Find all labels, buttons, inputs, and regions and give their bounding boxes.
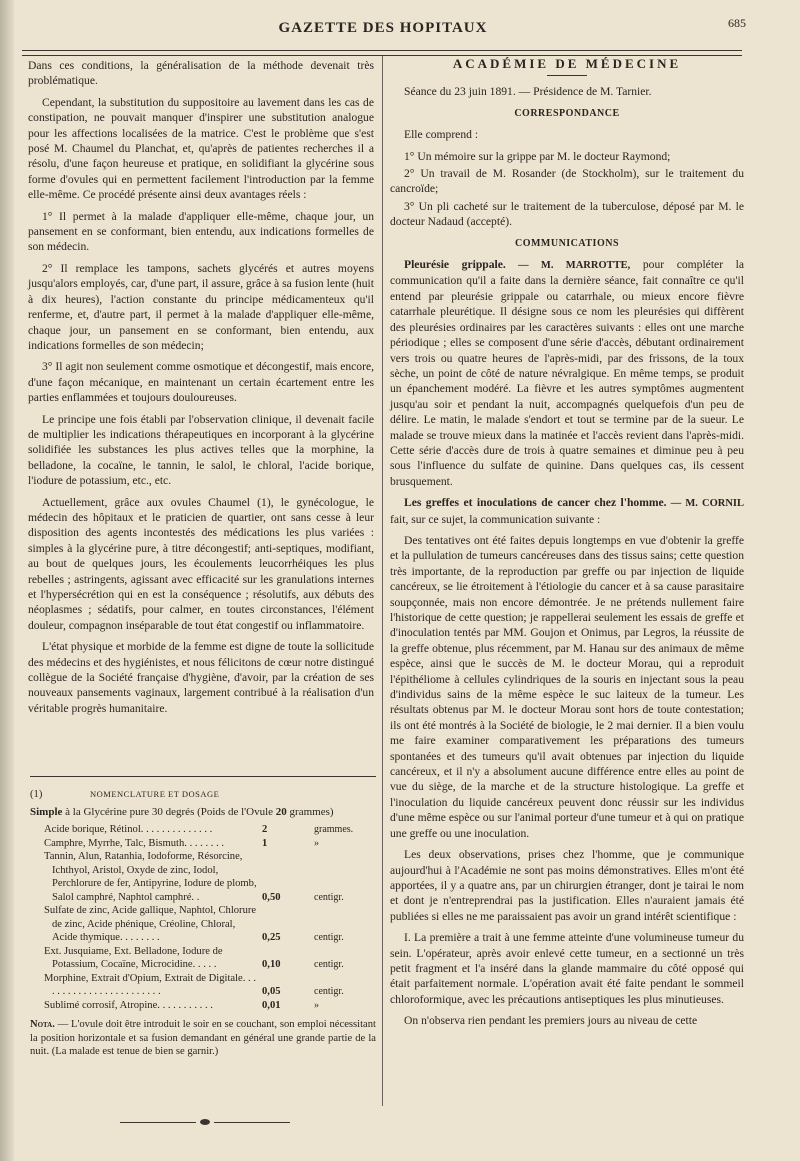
dosage-substances: Ext. Jusquiame, Ext. Belladone, Iodure de Potassium, Cocaïne, Microcidine. . . . . [44,945,223,970]
footnote-intro [30,806,376,820]
dosage-amount: 0,05 [262,986,281,997]
section-title: ACADÉMIE DE MÉDECINE [452,56,682,71]
left-column [28,58,374,722]
page-number: 685 [728,16,746,30]
intro-weight: 20 [275,805,287,818]
paragraph: Actuellement, grâce aux ovules Chaumel (1), le gynécologue, le médecin des hôpitaux et le praticien de quartier, ont sans cesse à leur disposition des agents incontestés des médications les plus variées : simples à la glycérine pure, à titre décongestif; anti-septiques, modifiant, au bout de quelques jours, les écoulements leucorrhéiques les plus rebelles ; astringents, agissant avec efficacité sur les granulations internes et l'hypersécrétion qui en est la conséquence ; résolutifs, aux débuts des néoplasmes ; sédatifs, pour calmer, en toutes circonstances, l'élément douleur, compagnon inséparable de tout état congestif ou inflammatoire. [28,495,374,632]
dosage-unit: centigr. [314,986,344,997]
dosage-row [44,945,376,972]
paragraph-greffes [390,495,744,527]
nota-text: — L'ovule doit être introduit le soir en se couchant, son emploi nécessitant la position horizontale et sa fusion demandant en général une grande partie de la nuit. (La malade est tenue de bien se garnir.) [30,1019,376,1057]
dosage-table [30,823,376,1012]
dosage-unit: centigr. [314,891,344,903]
intro-end: grammes) [286,805,334,818]
dosage-amount: 0,01 [262,999,281,1011]
paragraph: L'état physique et morbide de la femme est digne de toute la sollicitude des médecins et des hygiénistes, et nous félicitons de cœur notre distingué collègue de la Société française d'hygiène, d'avoir, par la création de ses nouveaux pansements vaginaux, largement contribué à la réalisation d'un véritable progrès humanitaire. [28,640,374,715]
article-title: Les greffes et inoculations de cancer chez l'homme. [404,496,667,510]
list-item: 3° Un pli cacheté sur le traitement de la tuberculose, déposé par M. le docteur Nadaud (accepté). [390,199,744,229]
dosage-amount: 2 [262,824,268,835]
paragraph: 3° Il agit non seulement comme osmotique et décongestif, mais encore, d'une façon mécanique, en maintenant un certain écartement entre les parties enflammées et toujours douloureuses. [28,360,374,405]
ornament-center [200,1119,210,1125]
dosage-row [44,999,376,1013]
intro-rest: à la Glycérine pure 30 degrés (Poids de l'Ovule [62,805,276,818]
journal-title: GAZETTE DES HOPITAUX [278,20,488,36]
list-item: 1° Un mémoire sur la grippe par M. le docteur Raymond; [404,149,671,163]
dosage-substances: Sulfate de zinc, Acide gallique, Naphtol, Chlorure de zinc, Acide phénique, Créoline, Chloral, Acide thymique. . . . . . . . [44,905,257,943]
subhead-correspondance: CORRESPONDANCE [514,107,620,119]
footnote-number: (1) [30,789,43,800]
paragraph: Le principe une fois établi par l'observation clinique, il devenait facile de multiplier les indications thérapeutiques en incorporant à la glycérine solidifiée les substances les plus actives telles que la morphine, la belladone, la cocaïne, le tannin, le salol, le chloral, l'acide borique, l'iodure de potassium, etc., etc. [28,412,374,488]
section-rule [547,75,587,76]
dosage-amount: 0,25 [262,932,281,943]
dosage-amount: 0,10 [262,959,281,970]
column-divider [382,56,383,1106]
right-column [390,54,744,1035]
paragraph: Dans ces conditions, la généralisation de la méthode devenait très problématique. [28,59,374,88]
paragraph: On n'observa rien pendant les premiers jours au niveau de cette [404,1014,698,1028]
paragraph: I. La première a trait à une femme atteinte d'une volumineuse tumeur du sein. L'opérateur, après avoir enlevé cette tumeur, en a sectionné un très petit fragment et l'a inséré dans la glande mammaire du côté opposé qui était parfaitement normale. L'opération avait été faite pendant le sommeil chloroformique, avec les précautions antiseptiques les plus minutieuses. [390,931,744,1006]
dosage-substances: Acide borique, Rétinol. . . . . . . . . . . . . . [44,824,213,835]
dosage-unit: » [314,837,319,849]
dosage-unit: » [314,999,319,1011]
dosage-unit: centigr. [314,959,344,970]
dosage-unit: grammes. [314,824,354,835]
dosage-row [44,823,376,837]
article-title: Pleurésie grippale. [404,258,506,272]
dosage-row [44,850,376,904]
subhead-communications: COMMUNICATIONS [514,237,620,249]
dosage-substances: Sublimé corrosif, Atropine. . . . . . . . . . . [44,999,213,1011]
footnote-title: NOMENCLATURE ET DOSAGE [90,789,220,799]
dosage-row [44,837,376,851]
footnote-header [30,788,376,802]
footnote [30,788,376,1059]
paragraph: Les deux observations, prises chez l'homme, que je communique aujourd'hui à l'Académie ne sont pas moins démonstratives. Elles m'ont été apportées, il y a quatre ans, par un chirurgien étranger, dont je tairai le nom et dont je n'entreprendrai pas la justification. Elles n'auraient jamais été publiées si elles ne me paraissaient pas avoir un grand intérêt scientifique : [390,848,744,923]
session-line: Séance du 23 juin 1891. — Présidence de M. Tarnier. [404,85,652,99]
paragraph: Cependant, la substitution du suppositoire au lavement dans les cas de constipation, ne pouvait manquer d'inspirer une substitution analogue pour les affections localisées de la matrice. C'est le problème que s'est posé M. Chaumel du Planchat, et, qu'après de patientes recherches il a résolu, d'une façon heureuse et pratique, en solidifiant la glycérine sous forme d'ovules qui en permettent facilement l'introduction par la femme elle-même. Ce procédé présente ainsi deux avantages réels : [28,95,374,202]
paragraph-pleuresie [390,257,744,489]
page-edge-shadow [0,0,14,1161]
paragraph: 1° Il permet à la malade d'appliquer elle-même, chaque jour, un pansement en se conformant, bien entendu, aux indications formelles de son médecin. [28,209,374,254]
article-text: pour compléter la communication qu'il a faite dans la dernière séance, fait connaître ce qu'il entend par pleurésie grippale ou catarrhale, ou mieux encore fièvre catarrhale pleurétique. Il désigne sous ce nom les pleurésies qui diffèrent des pleurésies ordinaires par les caractères suivants : elles ont une marche périodique ; elles se composent d'une série d'accès, débutant ordinairement vers trois ou quatre heures de l'après-midi, par des frissons, de la toux sèche, un point de côté de nature névralgique. En même temps, se produit un épanchement modéré. La fièvre et les autres symptômes augmentent jusqu'au soir et pendant la nuit, accompagnés quelquefois d'un peu de délire. Le matin, le malade s'endort et tout se termine par de la sueur. Le malade se trouve mieux dans la matinée et l'accès revient dans l'après-midi. Cette série d'accès dure de trois à quatre semaines et diminue peu à peu sous l'influence du sulfate de quinine. Dans quelques cas, ils cessent brusquement. [390,258,745,488]
dosage-unit: centigr. [314,932,344,943]
paragraph: Elle comprend : [404,128,479,142]
footnote-rule [30,776,376,777]
paragraph: 2° Il remplace les tampons, sachets glycérés et autres moyens jusqu'alors employés, car, d'une part, il assure, grâce à sa fusion lente (huit à dix heures), l'action constante du principe médicamenteux qu'il renferme, et, d'autre part, il permet à la malade d'appliquer elle-même, chaque jour, un pansement en se conformant, bien entendu, aux indications formelles de son médecin; [28,261,374,352]
footnote-nota [30,1018,376,1059]
paragraph: Des tentatives ont été faites depuis longtemps en vue d'obtenir la greffe et la pullulation de tumeurs cancéreuses dans des tissus sains; cette question très importante, de la reproduction par greffe ou par injection de liquide cancéreux, se lie étroitement à l'étiologie du cancer et à sa cause parasitaire soupçonnée, mais non encore démontrée. Je ne prétends nullement faire l'historique de cette question; je rappellerai seulement les essais de greffe et d'inoculation tentés par MM. Goujon et Onimus, par Legros, la réussite de la greffe obtenue, plus récemment, par M. Hanau sur des animaux de même espèce, ainsi que le succès de M. le docteur Morau, qui a reproduit l'épithéliome à cellules cylindriques de la souris en injectant sous la peau d'individus sains de la même espèce le suc laiteux de la tumeur. Les résultats obtenus par M. le docteur Morau sont hors de toute contestation; ils ont été montrés à la Société de biologie, le 2 mai dernier. Il a bien voulu me faire examiner comparativement les préparations des tumeurs spontanées et des tumeurs qu'il avait obtenues par injection du liquide cancéreux, et il n'y a absolument aucune différence entre elles au point de vue du siège, de la marche et de la structure histologique. La greffe et l'inoculation du liquide cancéreux peuvent donc réussir sur les individus d'une même espèce ou sur l'animal porteur d'une tumeur et à qui on pratique une greffe ou une inoculation. [390,533,744,840]
intro-bold: Simple [30,805,63,818]
dosage-substances: Camphre, Myrrhe, Talc, Bismuth. . . . . . . . [44,837,225,849]
dosage-substances: Morphine, Extrait d'Opium, Extrait de Digitale. . . . . . . . . . . . . . . . . . . . . . . . [44,972,256,997]
article-author: — M. MARROTTE, [505,260,631,272]
ornament-line [214,1122,290,1123]
article-author: — M. CORNIL [666,498,744,510]
ornament-line [120,1122,196,1123]
end-ornament [120,1118,290,1126]
dosage-row [44,904,376,945]
dosage-amount: 0,50 [262,891,281,903]
article-text: fait, sur ce sujet, la communication suivante : [390,512,601,526]
dosage-amount: 1 [262,837,268,849]
nota-label: Nota. [30,1019,55,1030]
list-item: 2° Un travail de M. Rosander (de Stockholm), sur le traitement du cancroïde; [390,167,744,196]
dosage-substances: Tannin, Alun, Ratanhia, Iodoforme, Résorcine, Ichthyol, Aristol, Oxyde de zinc, Iodol, Perchlorure de fer, Antipyrine, Iodure de plomb, Salol camphré, Naphtol camphré. . [44,851,257,903]
dosage-row [44,972,376,999]
page-header [20,14,746,44]
